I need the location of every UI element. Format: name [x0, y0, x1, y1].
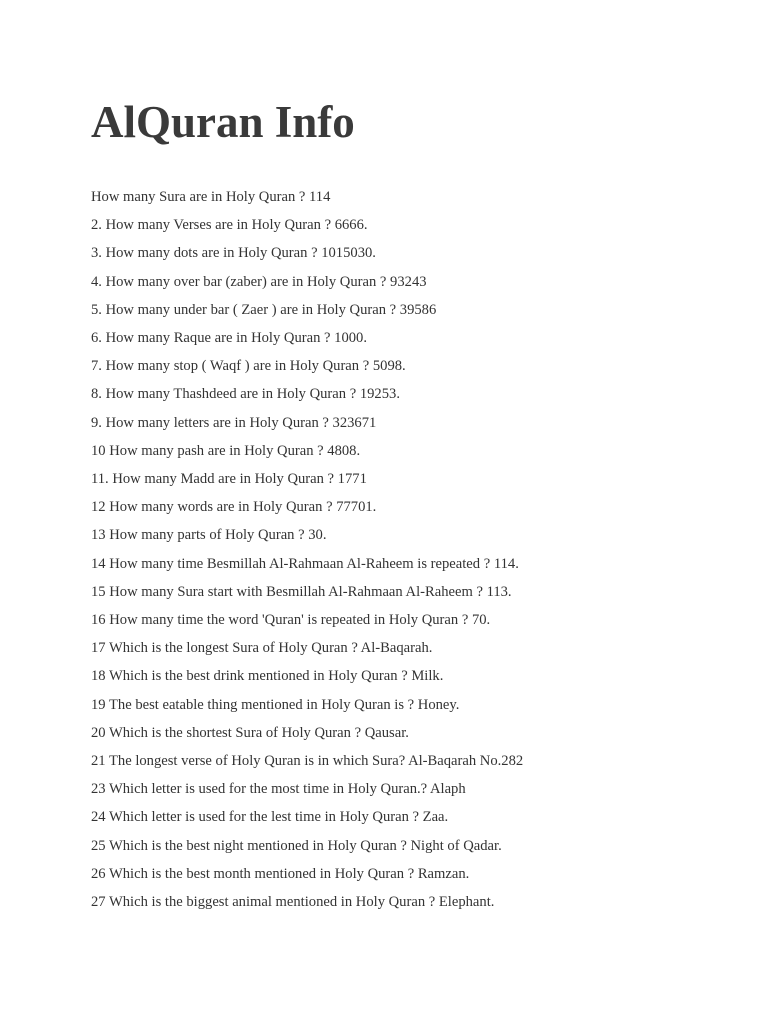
- qa-line: 20 Which is the shortest Sura of Holy Quran ? Qausar.: [91, 724, 409, 741]
- qa-line: 8. How many Thashdeed are in Holy Quran ? 19253.: [91, 386, 400, 403]
- qa-line: 7. How many stop ( Waqf ) are in Holy Quran ? 5098.: [91, 358, 406, 375]
- qa-line: 4. How many over bar (zaber) are in Holy Quran ? 93243: [91, 273, 427, 290]
- qa-line: 10 How many pash are in Holy Quran ? 4808.: [91, 442, 361, 459]
- qa-line: 5. How many under bar ( Zaer ) are in Holy Quran ? 39586: [91, 301, 437, 318]
- qa-line: 9. How many letters are in Holy Quran ? 323671: [91, 414, 377, 431]
- qa-line: 12 How many words are in Holy Quran ? 77701.: [91, 499, 377, 516]
- qa-line: 11. How many Madd are in Holy Quran ? 1771: [91, 471, 367, 488]
- qa-line: 27 Which is the biggest animal mentioned in Holy Quran ? Elephant.: [91, 894, 495, 911]
- qa-line: 17 Which is the longest Sura of Holy Quran ? Al-Baqarah.: [91, 640, 433, 657]
- qa-line: 6. How many Raque are in Holy Quran ? 1000.: [91, 330, 367, 347]
- qa-line: 2. How many Verses are in Holy Quran ? 6666.: [91, 217, 368, 234]
- qa-list: [91, 183, 523, 916]
- qa-line: How many Sura are in Holy Quran ? 114: [91, 189, 331, 205]
- qa-line: 14 How many time Besmillah Al-Rahmaan Al-Raheem is repeated ? 114.: [91, 555, 519, 572]
- qa-line: 26 Which is the best month mentioned in Holy Quran ? Ramzan.: [91, 865, 470, 882]
- qa-line: 18 Which is the best drink mentioned in Holy Quran ? Milk.: [91, 668, 444, 685]
- qa-line: 25 Which is the best night mentioned in Holy Quran ? Night of Qadar.: [91, 837, 502, 854]
- qa-line: 16 How many time the word 'Quran' is repeated in Holy Quran ? 70.: [91, 612, 491, 629]
- qa-line: 19 The best eatable thing mentioned in Holy Quran is ? Honey.: [91, 696, 460, 713]
- qa-line: 13 How many parts of Holy Quran ? 30.: [91, 527, 327, 544]
- page-title: AlQuran Info: [91, 97, 355, 147]
- qa-line: 23 Which letter is used for the most time in Holy Quran.? Alaph: [91, 781, 466, 798]
- qa-line: 24 Which letter is used for the lest time in Holy Quran ? Zaa.: [91, 809, 449, 826]
- qa-line: 15 How many Sura start with Besmillah Al-Rahmaan Al-Raheem ? 113.: [91, 583, 512, 600]
- qa-line: 21 The longest verse of Holy Quran is in which Sura? Al-Baqarah No.282: [91, 753, 524, 770]
- qa-line: 3. How many dots are in Holy Quran ? 1015030.: [91, 245, 376, 262]
